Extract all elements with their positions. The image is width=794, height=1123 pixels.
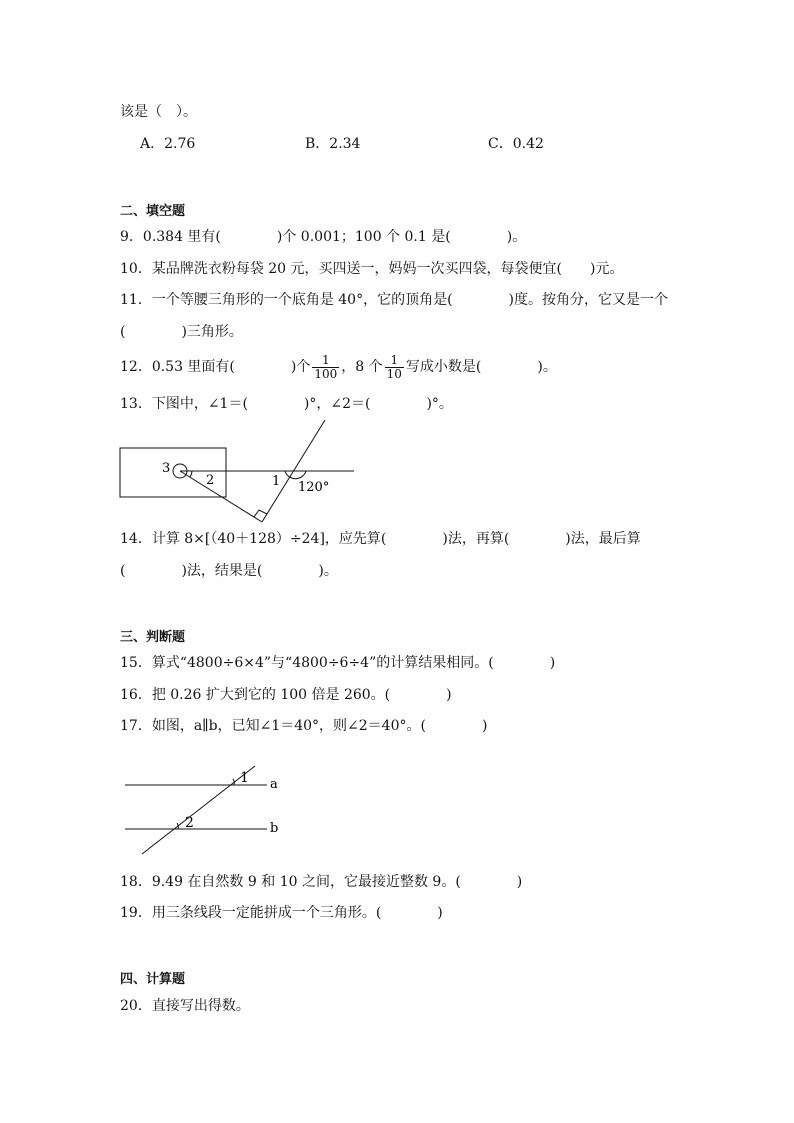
fig13-right-angle-mark <box>254 510 267 517</box>
fig17-label-a: a <box>270 777 278 792</box>
question-9: 9．0.384 里有( )个 0.001；100 个 0.1 是( )。 <box>120 229 527 245</box>
section-calculation-title: 四、计算题 <box>120 972 186 987</box>
question-13: 13．下图中，∠1＝( )°，∠2＝( )°。 <box>120 396 453 412</box>
question-16: 16．把 0.26 扩大到它的 100 倍是 260。( ) <box>120 687 452 703</box>
fig17-label-2: 2 <box>185 815 194 831</box>
fig17-label-b: b <box>270 821 279 836</box>
option-b: B．2.34 <box>305 136 361 152</box>
option-a: A．2.76 <box>140 136 196 152</box>
fig13-label-120: 120° <box>298 480 330 495</box>
fraction-denominator: 100 <box>314 366 338 381</box>
figure-17-parallel-lines <box>115 760 295 860</box>
question-14-line2: ( )法，结果是( )。 <box>120 563 338 579</box>
question-14-line1: 14．计算 8×[（40＋128）÷24]，应先算( )法，再算( )法，最后算 <box>120 531 641 547</box>
section-fill-in-title: 二、填空题 <box>120 204 186 219</box>
fraction-1-over-10 <box>385 354 404 381</box>
fig13-label-3: 3 <box>162 461 171 476</box>
option-c: C．0.42 <box>488 136 544 152</box>
fig13-label-2: 2 <box>206 473 215 488</box>
question-17: 17．如图，a∥b，已知∠1＝40°，则∠2＝40°。( ) <box>120 718 488 734</box>
question-11-line1: 11．一个等腰三角形的一个底角是 40°，它的顶角是( )度。按角分，它又是一个 <box>120 292 669 308</box>
fig13-angle-2-arc <box>190 471 192 477</box>
question-8-tail: 该是（ ）。 <box>120 104 197 120</box>
fraction-numerator: 1 <box>312 354 339 368</box>
question-12-part1: 12．0.53 里面有( )个 <box>120 359 311 375</box>
fig13-label-1: 1 <box>272 474 281 489</box>
question-18: 18．9.49 在自然数 9 和 10 之间，它最接近整数 9。( ) <box>120 874 523 890</box>
fig17-angle-1-arc <box>233 779 234 785</box>
section-true-false-title: 三、判断题 <box>120 630 186 645</box>
question-12 <box>120 352 557 382</box>
question-11-line2: ( )三角形。 <box>120 324 243 340</box>
question-20: 20．直接写出得数。 <box>120 998 250 1014</box>
fraction-1-over-100 <box>312 354 339 381</box>
question-15: 15．算式“4800÷6×4”与“4800÷6÷4”的计算结果相同。( ) <box>120 655 556 671</box>
question-12-part2: ，8 个 <box>341 359 383 375</box>
question-19: 19．用三条线段一定能拼成一个三角形。( ) <box>120 905 443 921</box>
question-12-part3: 写成小数是( )。 <box>405 359 557 375</box>
fig17-label-1: 1 <box>240 770 249 786</box>
fig13-angle-120-arc <box>285 471 306 479</box>
figure-13-angles <box>110 410 370 530</box>
fraction-denominator: 10 <box>386 366 402 381</box>
question-10: 10．某品牌洗衣粉每袋 20 元，买四送一，妈妈一次买四袋，每袋便宜( )元。 <box>120 261 624 277</box>
fig17-transversal <box>142 766 255 854</box>
fraction-numerator: 1 <box>385 354 404 368</box>
